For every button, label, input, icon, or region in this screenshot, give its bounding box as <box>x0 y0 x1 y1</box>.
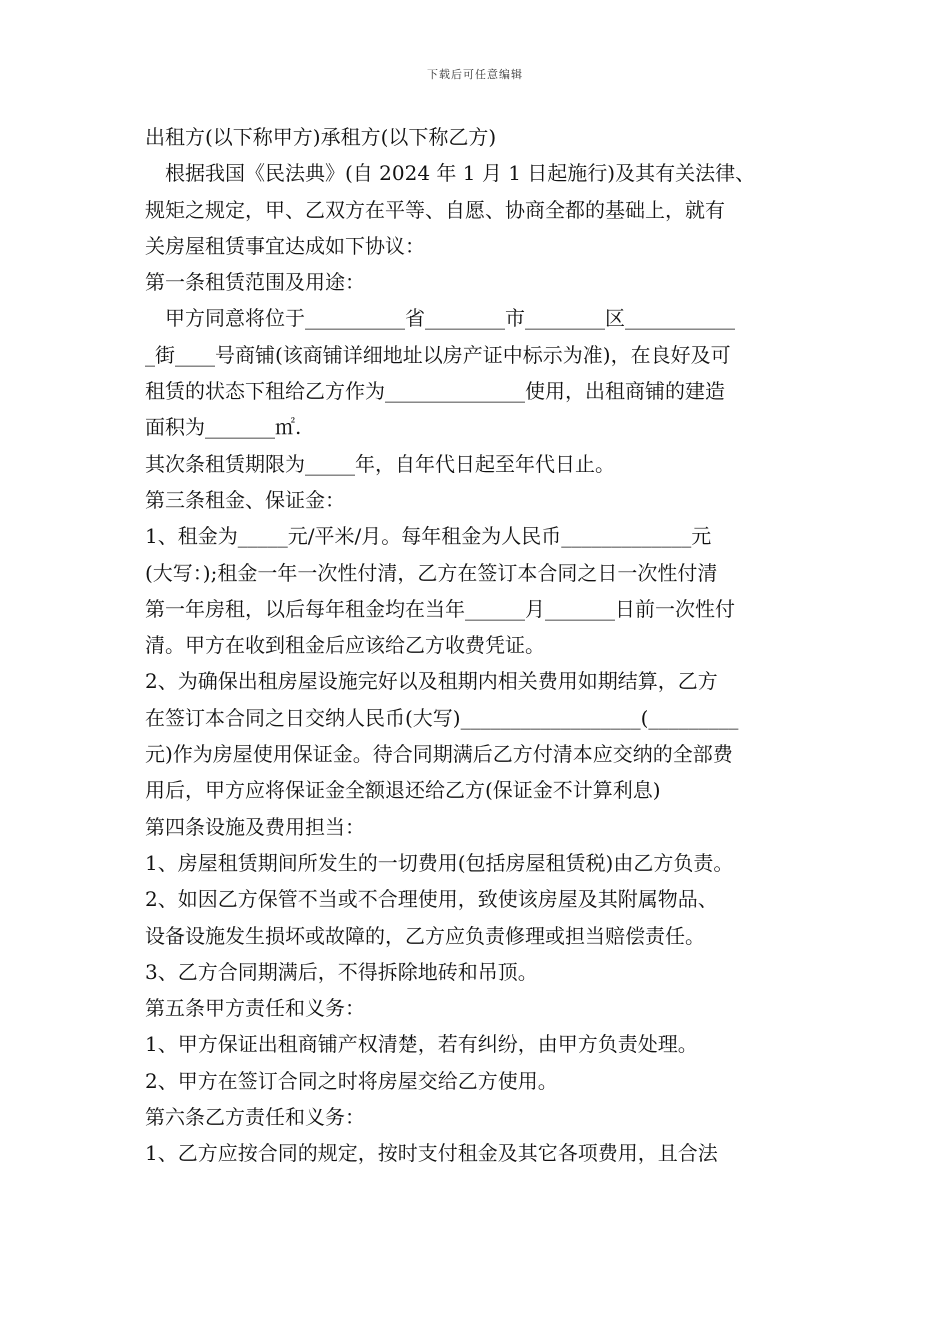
text-line-29: 1、乙方应按合同的规定，按时支付租金及其它各项费用，且合法 <box>145 1141 718 1166</box>
text-line-23: 设备设施发生损坏或故障的，乙方应负责修理或担当赔偿责任。 <box>145 923 705 948</box>
text-line-18: 元)作为房屋使用保证金。待合同期满后乙方付清本应交纳的全部费 <box>145 742 733 767</box>
text-line-12: 1、租金为_____元/平米/月。每年租金为人民币_____________元 <box>145 524 712 549</box>
text-line-17: 在签订本合同之日交纳人民币(大写)__________________(_________ <box>145 705 739 730</box>
text-line-16: 2、为确保出租房屋设施完好以及租期内相关费用如期结算，乙方 <box>145 669 718 694</box>
text-line-8: 租赁的状态下租给乙方作为______________使用，出租商铺的建造 <box>145 379 725 404</box>
page-header: 下载后可任意编辑 <box>427 68 523 81</box>
text-line-20: 第四条设施及费用担当： <box>145 814 365 839</box>
text-line-27: 2、甲方在签订合同之时将房屋交给乙方使用。 <box>145 1068 558 1093</box>
text-line-28: 第六条乙方责任和义务： <box>145 1105 365 1130</box>
text-line-25: 第五条甲方责任和义务： <box>145 996 365 1021</box>
text-line-7: _街____号商铺(该商铺详细地址以房产证中标示为准)，在良好及可 <box>145 342 731 367</box>
text-line-14: 第一年房租，以后每年租金均在当年______月_______日前一次性付 <box>145 596 735 621</box>
text-line-15: 清。甲方在收到租金后应该给乙方收费凭证。 <box>145 633 545 658</box>
text-line-5: 第一条租赁范围及用途： <box>145 270 365 295</box>
text-line-26: 1、甲方保证出租商铺产权清楚，若有纠纷，由甲方负责处理。 <box>145 1032 698 1057</box>
text-line-10: 其次条租赁期限为_____年，自年代日起至年代日止。 <box>145 451 615 476</box>
text-line-9: 面积为_______㎡. <box>145 415 302 440</box>
text-line-13: (大写：);租金一年一次性付清，乙方在签订本合同之日一次性付清 <box>145 560 718 585</box>
text-line-11: 第三条租金、保证金： <box>145 487 345 512</box>
text-line-22: 2、如因乙方保管不当或不合理使用，致使该房屋及其附属物品、 <box>145 887 718 912</box>
text-line-24: 3、乙方合同期满后，不得拆除地砖和吊顶。 <box>145 959 538 984</box>
text-line-2: 根据我国《民法典》(自 2024 年 1 月 1 日起施行)及其有关法律、 <box>145 161 756 186</box>
contract-body <box>145 119 808 1172</box>
text-line-6: 甲方同意将位于__________省________市________区___________ <box>145 306 735 331</box>
text-line-1: 出租方(以下称甲方)承租方(以下称乙方) <box>145 125 497 149</box>
text-line-19: 用后，甲方应将保证金全额退还给乙方(保证金不计算利息) <box>145 778 661 803</box>
text-line-21: 1、房屋租赁期间所发生的一切费用(包括房屋租赁税)由乙方负责。 <box>145 850 734 875</box>
text-line-4: 关房屋租赁事宜达成如下协议： <box>145 233 425 258</box>
text-line-3: 规矩之规定，甲、乙双方在平等、自愿、协商全都的基础上，就有 <box>145 197 725 222</box>
